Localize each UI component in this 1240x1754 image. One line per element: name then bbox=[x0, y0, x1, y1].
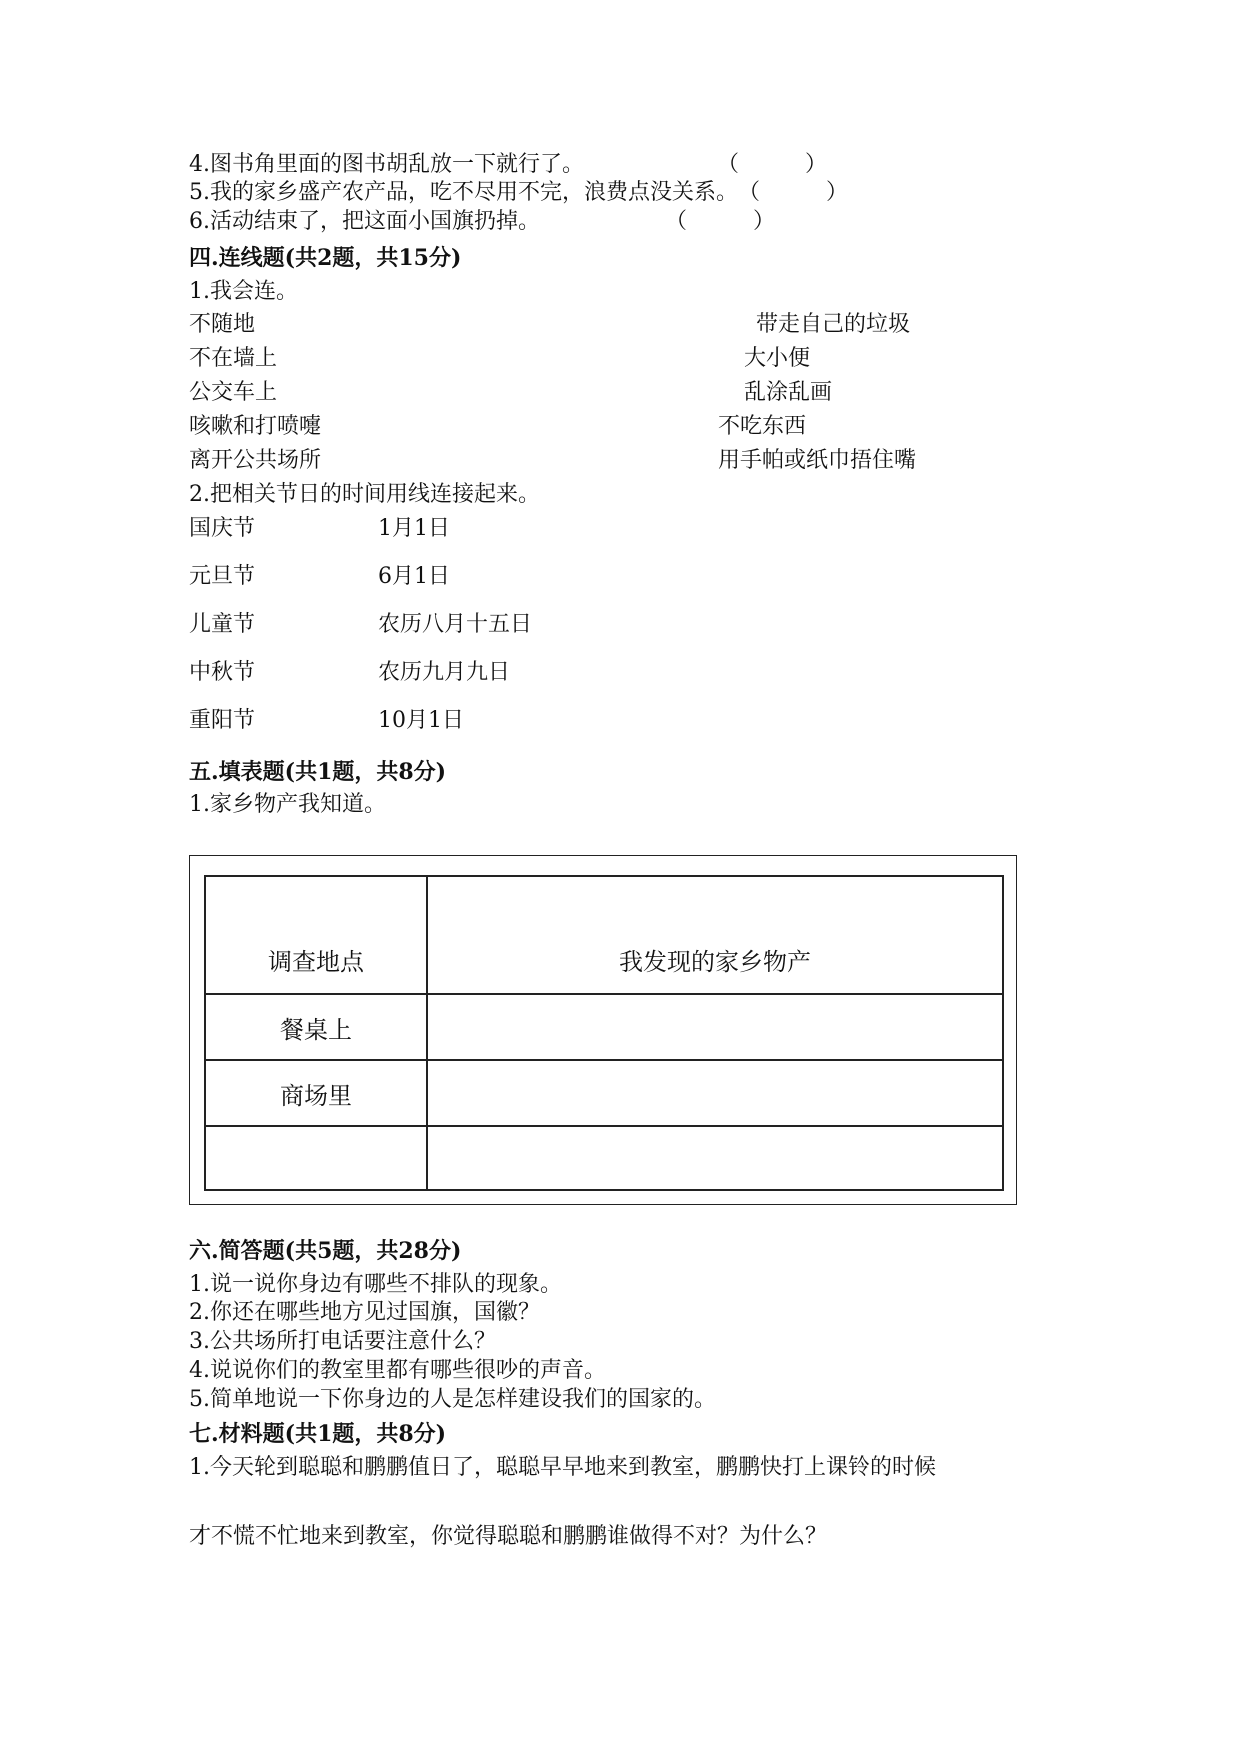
s7-line-1: 1.今天轮到聪聪和鹏鹏值日了，聪聪早早地来到教室，鹏鹏快打上课铃的时候 bbox=[189, 1455, 936, 1480]
section-4-heading: 四.连线题(共2题，共15分) bbox=[189, 245, 462, 271]
judge-item-6: 6.活动结束了，把这面小国旗扔掉。 （ ） bbox=[189, 207, 540, 237]
festival-date-1[interactable]: 1月1日 bbox=[378, 516, 450, 541]
festival-4[interactable]: 中秋节 bbox=[189, 660, 256, 685]
festival-date-2[interactable]: 6月1日 bbox=[378, 564, 450, 589]
match-right-5[interactable]: 用手帕或纸巾捂住嘴 bbox=[718, 448, 917, 473]
table-row bbox=[205, 994, 1003, 1060]
row-answer-cell[interactable] bbox=[427, 1126, 1003, 1190]
festival-1[interactable]: 国庆节 bbox=[189, 516, 256, 541]
s6-item-4: 4.说说你们的教室里都有哪些很吵的声音。 bbox=[189, 1358, 606, 1383]
festival-5[interactable]: 重阳节 bbox=[189, 708, 256, 733]
match-left-4[interactable]: 咳嗽和打喷嚏 bbox=[189, 414, 322, 439]
row-location: 餐桌上 bbox=[205, 994, 427, 1060]
festival-2[interactable]: 元旦节 bbox=[189, 564, 256, 589]
table-header-row bbox=[205, 876, 1003, 994]
match-right-3[interactable]: 乱涂乱画 bbox=[744, 380, 833, 405]
table-row bbox=[205, 1060, 1003, 1126]
row-answer-cell[interactable] bbox=[427, 1060, 1003, 1126]
section-7-heading: 七.材料题(共1题，共8分) bbox=[189, 1421, 447, 1447]
s6-item-2: 2.你还在哪些地方见过国旗，国徽？ bbox=[189, 1300, 540, 1325]
match-left-2[interactable]: 不在墙上 bbox=[189, 346, 278, 371]
festival-date-3[interactable]: 农历八月十五日 bbox=[378, 612, 533, 637]
answer-paren[interactable]: （ ） bbox=[738, 180, 849, 205]
answer-paren[interactable]: （ ） bbox=[665, 209, 776, 234]
s7-line-2: 才不慌不忙地来到教室，你觉得聪聪和鹏鹏谁做得不对？为什么？ bbox=[189, 1524, 828, 1549]
header-products: 我发现的家乡物产 bbox=[427, 876, 1003, 994]
s5-q1: 1.家乡物产我知道。 bbox=[189, 792, 386, 817]
row-location: 商场里 bbox=[205, 1060, 427, 1126]
s4-q2: 2.把相关节日的时间用线连接起来。 bbox=[189, 482, 540, 507]
festival-date-4[interactable]: 农历九月九日 bbox=[378, 660, 511, 685]
table-row bbox=[205, 1126, 1003, 1190]
match-right-1[interactable]: 带走自己的垃圾 bbox=[756, 312, 911, 337]
row-location[interactable] bbox=[205, 1126, 427, 1190]
header-location: 调查地点 bbox=[205, 876, 427, 994]
judge-item-4: 4.图书角里面的图书胡乱放一下就行了。 （ ） bbox=[189, 150, 584, 180]
s4-q1: 1.我会连。 bbox=[189, 279, 298, 304]
match-left-5[interactable]: 离开公共场所 bbox=[189, 448, 322, 473]
s6-item-1: 1.说一说你身边有哪些不排队的现象。 bbox=[189, 1272, 562, 1297]
match-right-2[interactable]: 大小便 bbox=[744, 346, 811, 371]
row-answer-cell[interactable] bbox=[427, 994, 1003, 1060]
festival-date-5[interactable]: 10月1日 bbox=[378, 708, 464, 733]
match-left-3[interactable]: 公交车上 bbox=[189, 380, 278, 405]
answer-paren[interactable]: （ ） bbox=[717, 152, 828, 177]
s6-item-3: 3.公共场所打电话要注意什么？ bbox=[189, 1329, 496, 1354]
match-left-1[interactable]: 不随地 bbox=[189, 312, 256, 337]
section-6-heading: 六.简答题(共5题，共28分) bbox=[189, 1238, 462, 1264]
s6-item-5: 5.简单地说一下你身边的人是怎样建设我们的国家的。 bbox=[189, 1387, 716, 1412]
products-table bbox=[204, 875, 1004, 1191]
festival-3[interactable]: 儿童节 bbox=[189, 612, 256, 637]
match-right-4[interactable]: 不吃东西 bbox=[718, 414, 807, 439]
section-5-heading: 五.填表题(共1题，共8分) bbox=[189, 759, 447, 785]
judge-item-5: 5.我的家乡盛产农产品，吃不尽用不完，浪费点没关系。（ ） bbox=[189, 178, 848, 208]
